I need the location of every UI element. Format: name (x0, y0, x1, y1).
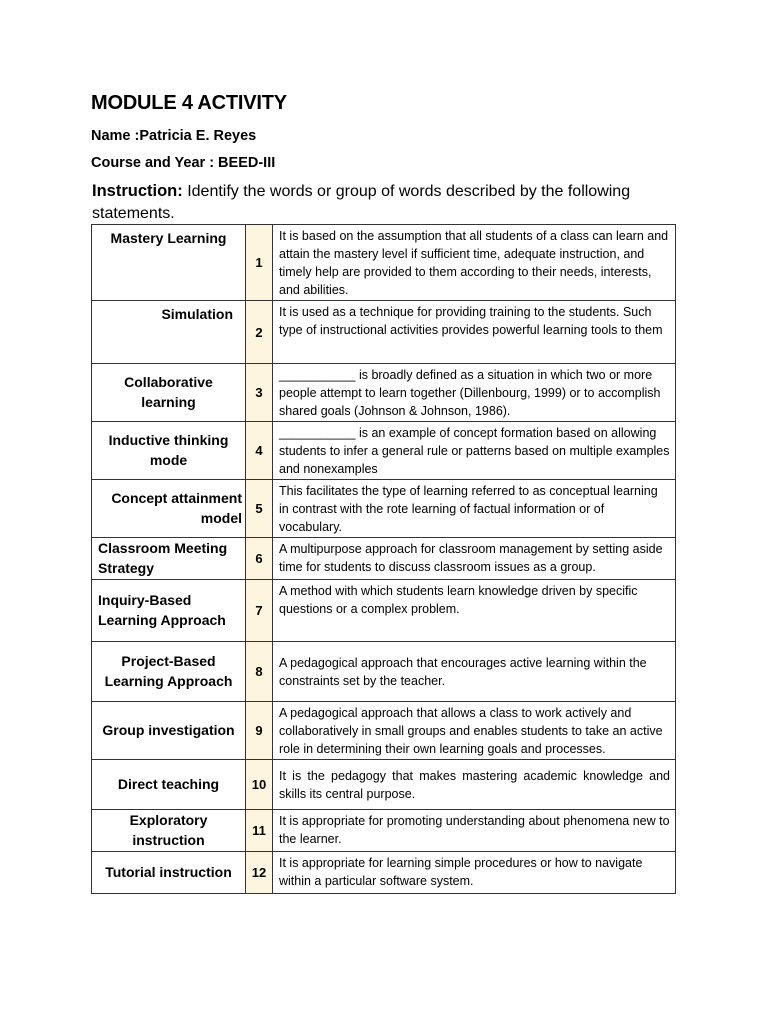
table-row (92, 642, 676, 702)
number-cell: 9 (246, 702, 273, 760)
description-cell: It is the pedagogy that makes mastering academic knowledge and skills its central purpose. (273, 760, 676, 810)
instruction-text: Identify the words or group of words described by the following statements. (92, 183, 631, 222)
description-cell: A pedagogical approach that allows a class to work actively and collaboratively in small groups and enables students to take an active role in determining their own learning goals and processes. (273, 702, 676, 760)
number-cell: 8 (246, 642, 273, 702)
table-row (92, 538, 676, 580)
description-cell: This facilitates the type of learning referred to as conceptual learning in contrast with the rote learning of factual information or of vocabulary. (273, 480, 676, 538)
table-row (92, 225, 676, 301)
description-cell: A multipurpose approach for classroom management by setting aside time for students to discuss classroom issues as a group. (273, 538, 676, 580)
term-cell: Exploratory instruction (92, 810, 246, 852)
term-cell: Classroom Meeting Strategy (92, 538, 246, 580)
number-cell: 2 (246, 301, 273, 364)
number-cell: 11 (246, 810, 273, 852)
term-cell: Group investigation (92, 702, 246, 760)
description-cell: A method with which students learn knowledge driven by specific questions or a complex problem. (273, 580, 676, 642)
term-cell: Inductive thinking mode (92, 422, 246, 480)
instruction (92, 180, 652, 225)
table-row (92, 422, 676, 480)
table-row (92, 480, 676, 538)
table-row (92, 702, 676, 760)
description-cell: It is appropriate for promoting understanding about phenomena new to the learner. (273, 810, 676, 852)
description-cell: It is appropriate for learning simple procedures or how to navigate within a particular software system. (273, 852, 676, 894)
description-cell: ___________ is an example of concept formation based on allowing students to infer a general rule or patterns based on multiple examples and nonexamples (273, 422, 676, 480)
term-cell: Inquiry-Based Learning Approach (92, 580, 246, 642)
term-cell: Collaborative learning (92, 364, 246, 422)
term-cell: Project-Based Learning Approach (92, 642, 246, 702)
description-cell: A pedagogical approach that encourages active learning within the constraints set by the teacher. (273, 642, 676, 702)
term-cell: Mastery Learning (92, 225, 246, 301)
table-row (92, 852, 676, 894)
description-cell: ___________ is broadly defined as a situation in which two or more people attempt to learn together (Dillenbourg, 1999) or to accomplish shared goals (Johnson & Johnson, 1986). (273, 364, 676, 422)
term-cell: Concept attainment model (92, 480, 246, 538)
number-cell: 3 (246, 364, 273, 422)
table-row (92, 810, 676, 852)
number-cell: 4 (246, 422, 273, 480)
number-cell: 5 (246, 480, 273, 538)
table-row (92, 580, 676, 642)
description-cell: It is based on the assumption that all students of a class can learn and attain the mastery level if sufficient time, adequate instruction, and timely help are provided to them according to their needs, interests, and abilities. (273, 225, 676, 301)
page-title: MODULE 4 ACTIVITY (91, 92, 287, 114)
term-cell: Simulation (92, 301, 246, 364)
number-cell: 1 (246, 225, 273, 301)
number-cell: 12 (246, 852, 273, 894)
instruction-lead: Instruction: (92, 182, 183, 200)
answer-table (91, 224, 676, 894)
number-cell: 6 (246, 538, 273, 580)
table-row (92, 760, 676, 810)
description-cell: It is used as a technique for providing training to the students. Such type of instructional activities provides powerful learning tools to them (273, 301, 676, 364)
term-cell: Direct teaching (92, 760, 246, 810)
student-name: Name :Patricia E. Reyes (91, 128, 257, 144)
term-cell: Tutorial instruction (92, 852, 246, 894)
number-cell: 10 (246, 760, 273, 810)
table-row (92, 364, 676, 422)
course-and-year: Course and Year : BEED-III (91, 155, 276, 171)
number-cell: 7 (246, 580, 273, 642)
table-row (92, 301, 676, 364)
